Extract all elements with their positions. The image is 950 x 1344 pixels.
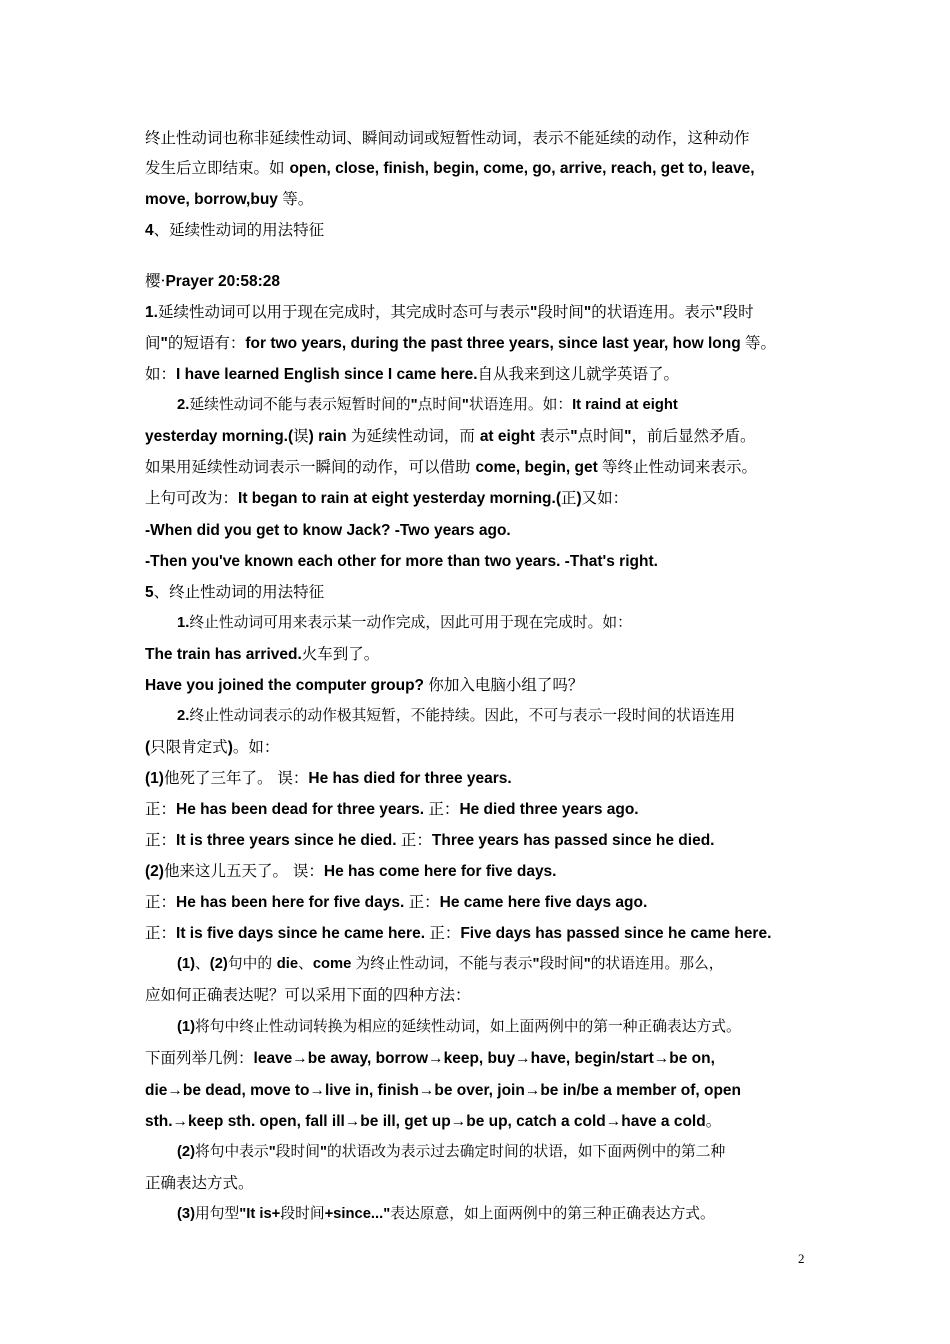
bold-text-segment: Three years has passed since he died. bbox=[431, 832, 715, 849]
bold-text-segment: " bbox=[410, 397, 418, 413]
text-line bbox=[177, 954, 847, 974]
text-segment: 正： bbox=[428, 800, 460, 818]
bold-text-segment: sth.→keep sth. open, fall ill→be ill, get up→be up, catch a cold→have a cold bbox=[145, 1113, 706, 1130]
bold-text-segment: " bbox=[461, 397, 469, 413]
bold-text-segment: " bbox=[160, 335, 168, 352]
bold-text-segment: 1. bbox=[177, 615, 190, 631]
text-segment: 等。 bbox=[282, 190, 314, 208]
text-segment: 他来这儿五天了。 误： bbox=[163, 862, 324, 880]
text-segment: 正 bbox=[560, 489, 577, 507]
text-segment: 为延续性动词，而 bbox=[350, 427, 480, 445]
bold-text-segment: " bbox=[570, 428, 578, 445]
bold-text-segment: " bbox=[532, 956, 540, 972]
text-segment: 、 bbox=[298, 955, 313, 972]
text-line bbox=[177, 395, 847, 415]
text-line bbox=[145, 582, 815, 603]
bold-text-segment: Have you joined the computer group? bbox=[145, 677, 429, 694]
bold-text-segment: It began to rain at eight yesterday morning.( bbox=[238, 490, 561, 507]
text-segment: 、终止性动词的用法特征 bbox=[153, 583, 325, 601]
text-segment: 火车到了。 bbox=[301, 645, 380, 663]
text-segment: 自从我来到这儿就学英语了。 bbox=[477, 365, 680, 383]
bold-text-segment: 1. bbox=[145, 304, 158, 321]
text-line bbox=[145, 302, 815, 323]
text-segment: 为终止性动词，不能与表示 bbox=[355, 955, 533, 972]
text-segment: 的状语改为表示过去确定时间的状语，如下面两例中的第二种 bbox=[327, 1143, 726, 1160]
bold-text-segment: (3) bbox=[177, 1206, 196, 1222]
text-segment: 的状语连用。那么， bbox=[590, 955, 724, 972]
bold-text-segment: die bbox=[276, 956, 299, 972]
text-line bbox=[145, 158, 815, 179]
text-segment: ，前后显然矛盾。 bbox=[631, 427, 756, 445]
text-segment: 用句型 bbox=[195, 1205, 240, 1222]
text-segment: 的状语连用。表示 bbox=[591, 303, 716, 321]
bold-text-segment: " bbox=[268, 1144, 276, 1160]
text-line bbox=[145, 861, 815, 882]
text-line bbox=[145, 675, 815, 696]
text-segment: 的短语有： bbox=[167, 334, 246, 352]
bold-text-segment: ) rain bbox=[308, 428, 351, 445]
text-segment: 应如何正确表达呢？可以采用下面的四种方法： bbox=[145, 986, 471, 1004]
bold-text-segment: He has been dead for three years. bbox=[176, 801, 429, 818]
bold-text-segment: (1) bbox=[145, 770, 164, 787]
text-segment: 、延续性动词的用法特征 bbox=[153, 221, 325, 239]
text-segment: 只限肯定式 bbox=[150, 738, 228, 756]
text-segment: 樱· bbox=[145, 272, 166, 290]
text-segment: 终止性动词表示的动作极其短暂，不能持续。因此，不可与表示一段时间的状语连用 bbox=[189, 707, 736, 724]
bold-text-segment: ( bbox=[145, 739, 151, 756]
bold-text-segment: " bbox=[624, 428, 632, 445]
bold-text-segment: come, begin, get bbox=[475, 459, 603, 476]
text-segment: 终止性动词也称非延续性动词、瞬间动词或短暂性动词，表示不能延续的动作，这种动作 bbox=[145, 129, 750, 147]
text-segment: 正： bbox=[145, 831, 177, 849]
text-segment: 间 bbox=[145, 334, 161, 352]
text-segment: 点时间 bbox=[417, 396, 462, 413]
text-segment: 终止性动词可用来表示某一动作完成，因此可用于现在完成时。如： bbox=[189, 614, 632, 631]
text-segment: 误 bbox=[293, 427, 309, 445]
text-line bbox=[145, 364, 815, 385]
text-line bbox=[145, 892, 815, 913]
bold-text-segment: 4 bbox=[145, 222, 154, 239]
text-line bbox=[145, 220, 815, 241]
bold-text-segment: I have learned English since I came here. bbox=[176, 366, 478, 383]
text-line bbox=[145, 1048, 815, 1069]
text-line bbox=[177, 1142, 847, 1162]
text-line bbox=[145, 457, 815, 478]
bold-text-segment: 2. bbox=[177, 397, 190, 413]
text-segment: 延续性动词可以用于现在完成时，其完成时态可与表示 bbox=[157, 303, 530, 321]
text-line bbox=[145, 333, 815, 354]
text-segment: 正： bbox=[400, 831, 432, 849]
text-line bbox=[145, 128, 815, 148]
text-segment: 。如： bbox=[232, 738, 280, 756]
bold-text-segment: 2. bbox=[177, 708, 190, 724]
text-segment: 将句中表示 bbox=[195, 1143, 269, 1160]
text-line bbox=[145, 1080, 815, 1101]
text-line bbox=[177, 613, 847, 633]
text-segment: 表示 bbox=[539, 427, 571, 445]
bold-text-segment: He died three years ago. bbox=[459, 801, 639, 818]
text-line bbox=[145, 985, 815, 1005]
text-segment: 段时间 bbox=[539, 955, 584, 972]
text-segment: 等终止性动词来表示。 bbox=[602, 458, 758, 476]
text-segment: 如果用延续性动词表示一瞬间的动作，可以借助 bbox=[145, 458, 476, 476]
text-segment: 正： bbox=[429, 924, 461, 942]
text-segment: 、 bbox=[195, 955, 210, 972]
bold-text-segment: +since..." bbox=[324, 1206, 391, 1222]
bold-text-segment: yesterday morning.( bbox=[145, 428, 294, 445]
bold-text-segment: It is three years since he died. bbox=[176, 832, 401, 849]
text-segment: 上句可改为： bbox=[145, 489, 239, 507]
text-segment: 等。 bbox=[745, 334, 777, 352]
bold-text-segment: " bbox=[715, 304, 723, 321]
text-line bbox=[177, 1204, 847, 1224]
text-line bbox=[145, 551, 815, 572]
text-line bbox=[145, 799, 815, 820]
text-segment: 正： bbox=[145, 893, 177, 911]
bold-text-segment: "It is+ bbox=[239, 1206, 281, 1222]
text-segment: 点时间 bbox=[577, 427, 625, 445]
bold-text-segment: He came here five days ago. bbox=[439, 894, 648, 911]
text-line bbox=[145, 923, 815, 944]
text-line bbox=[145, 189, 815, 210]
bold-text-segment: (1) bbox=[177, 1019, 196, 1035]
bold-text-segment: " bbox=[583, 304, 592, 321]
text-segment: 句中的 bbox=[227, 955, 277, 972]
text-segment: 又如： bbox=[581, 489, 629, 507]
text-segment: 表达原意，如上面两例中的第三种正确表达方式。 bbox=[390, 1205, 715, 1222]
text-line bbox=[145, 737, 815, 758]
text-line bbox=[145, 488, 815, 509]
text-segment: 发生后立即结束。如 bbox=[145, 159, 290, 177]
text-segment: 延续性动词不能与表示短暂时间的 bbox=[189, 396, 411, 413]
bold-text-segment: leave→be away, borrow→keep, buy→have, begin/start→be on, bbox=[253, 1050, 715, 1067]
text-line bbox=[177, 1017, 847, 1037]
bold-text-segment: -Then you've known each other for more than two years. -That's right. bbox=[145, 553, 658, 570]
bold-text-segment: (2) bbox=[209, 956, 228, 972]
text-line bbox=[145, 271, 815, 292]
text-segment: 你加入电脑小组了吗？ bbox=[428, 676, 584, 694]
bold-text-segment: come bbox=[312, 956, 356, 972]
bold-text-segment: -When did you get to know Jack? -Two years ago. bbox=[145, 522, 511, 539]
bold-text-segment: Prayer 20:58:28 bbox=[165, 273, 281, 290]
text-segment: 他死了三年了。 误： bbox=[163, 769, 309, 787]
text-line bbox=[145, 830, 815, 851]
bold-text-segment: (2) bbox=[145, 863, 164, 880]
text-segment: 正： bbox=[145, 924, 177, 942]
bold-text-segment: He has died for three years. bbox=[308, 770, 512, 787]
text-line bbox=[145, 1111, 815, 1132]
bold-text-segment: for two years, during the past three years, since last year, how long bbox=[245, 335, 745, 352]
bold-text-segment: (2) bbox=[177, 1144, 196, 1160]
bold-text-segment: (1) bbox=[177, 956, 196, 972]
text-segment: 段时间 bbox=[275, 1143, 321, 1160]
text-segment: 。 bbox=[705, 1112, 722, 1130]
bold-text-segment: die→be dead, move to→live in, finish→be over, join→be in/be a member of, open bbox=[145, 1082, 742, 1099]
text-segment: 正： bbox=[145, 800, 177, 818]
text-segment: 状语连用。如： bbox=[468, 396, 573, 413]
bold-text-segment: He has come here for five days. bbox=[323, 863, 557, 880]
text-segment: 将句中终止性动词转换为相应的延续性动词，如上面两例中的第一种正确表达方式。 bbox=[195, 1018, 741, 1035]
bold-text-segment: It raind at eight bbox=[572, 397, 678, 413]
text-segment: 如： bbox=[145, 365, 177, 383]
text-line bbox=[145, 426, 815, 447]
bold-text-segment: Five days has passed since he came here. bbox=[460, 925, 772, 942]
text-segment: 正确表达方式。 bbox=[145, 1174, 254, 1192]
text-segment: 下面列举几例： bbox=[145, 1049, 254, 1067]
bold-text-segment: ) bbox=[227, 739, 233, 756]
page-number: 2 bbox=[798, 1251, 805, 1266]
text-segment: 正： bbox=[408, 893, 440, 911]
text-line bbox=[177, 706, 847, 726]
text-segment: 段时间 bbox=[280, 1205, 325, 1222]
bold-text-segment: He has been here for five days. bbox=[176, 894, 409, 911]
text-line bbox=[145, 1173, 815, 1193]
bold-text-segment: " bbox=[320, 1144, 328, 1160]
text-segment: 段时间 bbox=[537, 303, 584, 321]
text-line bbox=[145, 768, 815, 789]
bold-text-segment: The train has arrived. bbox=[145, 646, 302, 663]
bold-text-segment: " bbox=[529, 304, 538, 321]
bold-text-segment: move, borrow,buy bbox=[145, 191, 283, 208]
bold-text-segment: ) bbox=[576, 490, 582, 507]
bold-text-segment: It is five days since he came here. bbox=[176, 925, 430, 942]
text-segment: 段时 bbox=[722, 303, 754, 321]
bold-text-segment: 5 bbox=[145, 584, 154, 601]
text-line bbox=[145, 520, 815, 541]
bold-text-segment: open, close, finish, begin, come, go, arrive, reach, get to, leave, bbox=[289, 160, 755, 177]
bold-text-segment: " bbox=[583, 956, 591, 972]
text-line bbox=[145, 644, 815, 665]
bold-text-segment: at eight bbox=[479, 428, 540, 445]
